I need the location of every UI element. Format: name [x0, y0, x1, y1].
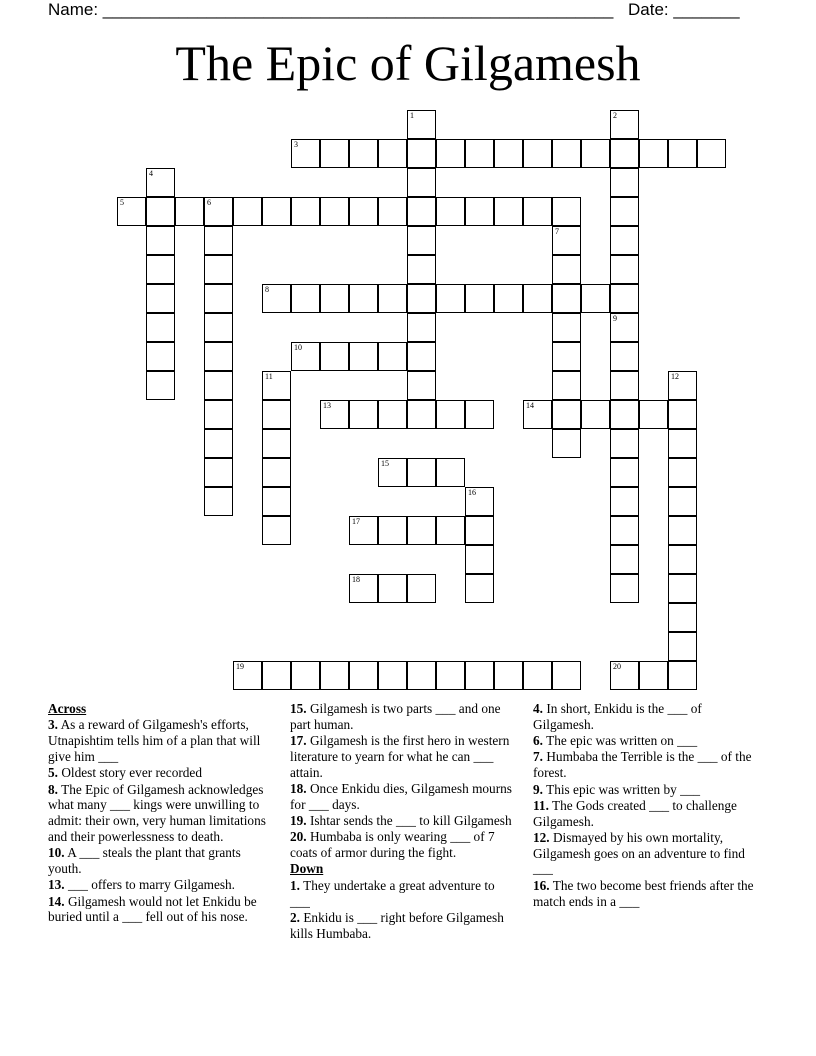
- grid-cell[interactable]: [465, 661, 494, 690]
- grid-cell[interactable]: [436, 400, 465, 429]
- grid-cell[interactable]: [407, 458, 436, 487]
- grid-cell[interactable]: [117, 197, 146, 226]
- grid-cell[interactable]: [407, 313, 436, 342]
- grid-cell[interactable]: [320, 400, 349, 429]
- grid-cell[interactable]: [320, 342, 349, 371]
- grid-cell[interactable]: [407, 661, 436, 690]
- grid-cell[interactable]: [349, 574, 378, 603]
- grid-cell[interactable]: [407, 255, 436, 284]
- grid-cell[interactable]: [233, 661, 262, 690]
- grid-cell[interactable]: [610, 255, 639, 284]
- clue-number: 18: [352, 575, 360, 584]
- grid-cell[interactable]: [436, 139, 465, 168]
- grid-cell[interactable]: [581, 139, 610, 168]
- grid-cell[interactable]: [262, 487, 291, 516]
- grid-cell[interactable]: [494, 284, 523, 313]
- clue-column-3: [533, 701, 761, 910]
- grid-cell[interactable]: [465, 139, 494, 168]
- grid-cell[interactable]: [465, 197, 494, 226]
- grid-cell[interactable]: [668, 429, 697, 458]
- grid-cell[interactable]: [610, 545, 639, 574]
- grid-cell[interactable]: [262, 400, 291, 429]
- grid-cell[interactable]: [146, 197, 175, 226]
- grid-cell[interactable]: [610, 139, 639, 168]
- grid-cell[interactable]: [523, 661, 552, 690]
- clue-number: 9: [613, 314, 617, 323]
- grid-cell[interactable]: [378, 661, 407, 690]
- clue-number: 16: [468, 488, 476, 497]
- grid-cell[interactable]: [378, 516, 407, 545]
- clue-across-8: 8. The Epic of Gilgamesh acknowledges what many ___ kings were unwilling to admit: their own, very human limitations and their powerlessness to death.: [48, 781, 266, 844]
- grid-cell[interactable]: [610, 313, 639, 342]
- date-field-label: Date: _______: [628, 0, 740, 19]
- grid-cell[interactable]: [436, 661, 465, 690]
- clue-across-3: 3. As a reward of Gilgamesh's efforts, Utnapishtim tells him of a plan that will give him ___: [48, 717, 261, 764]
- grid-cell[interactable]: [378, 284, 407, 313]
- grid-cell[interactable]: [668, 487, 697, 516]
- grid-cell[interactable]: [407, 516, 436, 545]
- clue-number: 4: [149, 169, 153, 178]
- grid-cell[interactable]: [349, 197, 378, 226]
- clue-number: 12: [671, 372, 679, 381]
- grid-cell[interactable]: [233, 197, 262, 226]
- grid-cell[interactable]: [494, 197, 523, 226]
- clue-down-1: 1. They undertake a great adventure to ___: [290, 877, 495, 909]
- grid-cell[interactable]: [436, 197, 465, 226]
- clue-across-19: 19. Ishtar sends the ___ to kill Gilgamesh: [290, 812, 512, 828]
- down-heading: Down: [290, 861, 324, 877]
- grid-cell[interactable]: [320, 139, 349, 168]
- clue-down-2: 2. Enkidu is ___ right before Gilgamesh kills Humbaba.: [290, 909, 504, 941]
- grid-cell[interactable]: [204, 429, 233, 458]
- clue-number: 10: [294, 343, 302, 352]
- across-heading: Across: [48, 701, 87, 716]
- grid-cell[interactable]: [523, 284, 552, 313]
- grid-cell[interactable]: [610, 400, 639, 429]
- grid-cell[interactable]: [552, 255, 581, 284]
- grid-cell[interactable]: [552, 313, 581, 342]
- clue-number: 6: [207, 198, 211, 207]
- grid-cell[interactable]: [668, 603, 697, 632]
- grid-cell[interactable]: [494, 139, 523, 168]
- grid-cell[interactable]: [436, 284, 465, 313]
- clue-across-15: 15. Gilgamesh is two parts ___ and one part human.: [290, 701, 501, 732]
- grid-cell[interactable]: [465, 516, 494, 545]
- grid-cell[interactable]: [291, 284, 320, 313]
- grid-cell[interactable]: [349, 400, 378, 429]
- grid-cell[interactable]: [668, 516, 697, 545]
- grid-cell[interactable]: [407, 226, 436, 255]
- grid-cell[interactable]: [552, 371, 581, 400]
- grid-cell[interactable]: [610, 661, 639, 690]
- clue-down-12: 12. Dismayed by his own mortality, Gilgamesh goes on an adventure to find ___: [533, 830, 745, 877]
- grid-cell[interactable]: [204, 400, 233, 429]
- grid-cell[interactable]: [610, 168, 639, 197]
- grid-cell[interactable]: [378, 342, 407, 371]
- clue-across-14: 14. Gilgamesh would not let Enkidu be buried until a ___ fell out of his nose.: [48, 893, 257, 925]
- grid-cell[interactable]: [320, 661, 349, 690]
- grid-cell[interactable]: [668, 371, 697, 400]
- grid-cell[interactable]: [146, 255, 175, 284]
- grid-cell[interactable]: [407, 168, 436, 197]
- grid-cell[interactable]: [668, 400, 697, 429]
- clue-across-18: 18. Once Enkidu dies, Gilgamesh mourns for ___ days.: [290, 780, 512, 812]
- clue-down-9: 9. This epic was written by ___: [533, 781, 701, 797]
- grid-cell[interactable]: [204, 342, 233, 371]
- clue-down-11: 11. The Gods created ___ to challenge Gilgamesh.: [533, 797, 737, 829]
- grid-cell[interactable]: [610, 342, 639, 371]
- grid-cell[interactable]: [523, 139, 552, 168]
- clue-number: 1: [410, 111, 414, 120]
- name-field-label: Name: ______________________________________________________: [48, 0, 614, 19]
- grid-cell[interactable]: [378, 458, 407, 487]
- grid-cell[interactable]: [668, 139, 697, 168]
- clue-number: 3: [294, 140, 298, 149]
- grid-cell[interactable]: [291, 139, 320, 168]
- clue-across-20: 20. Humbaba is only wearing ___ of 7 coats of armor during the fight.: [290, 829, 495, 861]
- grid-cell[interactable]: [349, 661, 378, 690]
- clue-across-10: 10. A ___ steals the plant that grants youth.: [48, 845, 241, 876]
- grid-cell[interactable]: [204, 313, 233, 342]
- grid-cell[interactable]: [552, 342, 581, 371]
- grid-cell[interactable]: [320, 197, 349, 226]
- grid-cell[interactable]: [146, 342, 175, 371]
- grid-cell[interactable]: [552, 429, 581, 458]
- grid-cell[interactable]: [552, 400, 581, 429]
- grid-cell[interactable]: [494, 661, 523, 690]
- grid-cell[interactable]: [610, 458, 639, 487]
- grid-cell[interactable]: [262, 371, 291, 400]
- clue-column-2: [290, 701, 516, 942]
- clue-number: 2: [613, 111, 617, 120]
- grid-cell[interactable]: [465, 487, 494, 516]
- clue-number: 13: [323, 401, 331, 410]
- grid-cell[interactable]: [639, 661, 668, 690]
- grid-cell[interactable]: [668, 458, 697, 487]
- grid-cell[interactable]: [291, 342, 320, 371]
- grid-cell[interactable]: [291, 197, 320, 226]
- clue-across-5: 5. Oldest story ever recorded: [48, 765, 202, 781]
- grid-cell[interactable]: [668, 661, 697, 690]
- grid-cell[interactable]: [697, 139, 726, 168]
- grid-cell[interactable]: [436, 458, 465, 487]
- grid-cell[interactable]: [349, 139, 378, 168]
- grid-cell[interactable]: [552, 226, 581, 255]
- page-title: The Epic of Gilgamesh: [175, 35, 641, 91]
- grid-cell[interactable]: [610, 197, 639, 226]
- grid-cell[interactable]: [639, 139, 668, 168]
- grid-cell[interactable]: [407, 342, 436, 371]
- clue-number: 15: [381, 459, 389, 468]
- grid-cell[interactable]: [552, 661, 581, 690]
- grid-cell[interactable]: [262, 429, 291, 458]
- grid-cell[interactable]: [610, 371, 639, 400]
- clue-number: 7: [555, 227, 559, 236]
- clue-number: 17: [352, 517, 360, 526]
- grid-cell[interactable]: [610, 110, 639, 139]
- grid-cell[interactable]: [378, 197, 407, 226]
- grid-cell[interactable]: [349, 516, 378, 545]
- grid-cell[interactable]: [407, 574, 436, 603]
- clue-number: 11: [265, 372, 273, 381]
- grid-cell[interactable]: [378, 139, 407, 168]
- grid-cell[interactable]: [378, 400, 407, 429]
- grid-cell[interactable]: [262, 458, 291, 487]
- grid-cell[interactable]: [146, 371, 175, 400]
- grid-cell[interactable]: [407, 139, 436, 168]
- grid-cell[interactable]: [204, 255, 233, 284]
- clue-number: 8: [265, 285, 269, 294]
- grid-cell[interactable]: [407, 400, 436, 429]
- clue-number: 14: [526, 401, 534, 410]
- grid-cell[interactable]: [465, 284, 494, 313]
- grid-cell[interactable]: [552, 139, 581, 168]
- grid-cell[interactable]: [552, 284, 581, 313]
- grid-cell[interactable]: [204, 284, 233, 313]
- grid-cell[interactable]: [146, 226, 175, 255]
- grid-cell[interactable]: [320, 284, 349, 313]
- grid-cell[interactable]: [610, 516, 639, 545]
- clue-number: 5: [120, 198, 124, 207]
- grid-cell[interactable]: [610, 284, 639, 313]
- grid-cell[interactable]: [465, 574, 494, 603]
- grid-cell[interactable]: [262, 661, 291, 690]
- grid-cell[interactable]: [668, 574, 697, 603]
- grid-cell[interactable]: [465, 545, 494, 574]
- grid-cell[interactable]: [146, 313, 175, 342]
- clue-down-16: 16. The two become best friends after the match ends in a ___: [533, 877, 754, 909]
- grid-cell[interactable]: [407, 110, 436, 139]
- grid-cell[interactable]: [523, 400, 552, 429]
- clue-across-13: 13. ___ offers to marry Gilgamesh.: [48, 877, 235, 893]
- grid-cell[interactable]: [407, 197, 436, 226]
- grid-cell[interactable]: [610, 226, 639, 255]
- grid-cell[interactable]: [407, 371, 436, 400]
- grid-cell[interactable]: [668, 632, 697, 661]
- grid-cell[interactable]: [610, 574, 639, 603]
- grid-cell[interactable]: [262, 197, 291, 226]
- grid-cell[interactable]: [465, 400, 494, 429]
- grid-cell[interactable]: [204, 458, 233, 487]
- grid-cell[interactable]: [378, 574, 407, 603]
- grid-cell[interactable]: [204, 371, 233, 400]
- clue-column-1: [48, 701, 276, 926]
- grid-cell[interactable]: [175, 197, 204, 226]
- clue-down-7: 7. Humbaba the Terrible is the ___ of the forest.: [533, 749, 752, 781]
- grid-cell[interactable]: [204, 487, 233, 516]
- grid-cell[interactable]: [262, 284, 291, 313]
- grid-cell[interactable]: [610, 487, 639, 516]
- grid-cell[interactable]: [291, 661, 320, 690]
- grid-cell[interactable]: [523, 197, 552, 226]
- grid-cell[interactable]: [581, 284, 610, 313]
- grid-cell[interactable]: [639, 400, 668, 429]
- grid-cell[interactable]: [407, 284, 436, 313]
- grid-cell[interactable]: [204, 226, 233, 255]
- grid-cell[interactable]: [204, 197, 233, 226]
- clue-down-6: 6. The epic was written on ___: [533, 733, 698, 749]
- grid-cell[interactable]: [349, 284, 378, 313]
- grid-cell[interactable]: [349, 342, 378, 371]
- clue-number: 19: [236, 662, 244, 671]
- grid-cell[interactable]: [610, 429, 639, 458]
- clue-number: 20: [613, 662, 621, 671]
- clue-down-4: 4. In short, Enkidu is the ___ of Gilgamesh.: [533, 701, 702, 732]
- grid-cell[interactable]: [436, 516, 465, 545]
- grid-cell[interactable]: [146, 168, 175, 197]
- grid-cell[interactable]: [668, 545, 697, 574]
- grid-cell[interactable]: [552, 197, 581, 226]
- grid-cell[interactable]: [581, 400, 610, 429]
- grid-cell[interactable]: [262, 516, 291, 545]
- clue-across-17: 17. Gilgamesh is the first hero in western literature to yearn for what he can ___ attain.: [290, 733, 510, 780]
- grid-cell[interactable]: [146, 284, 175, 313]
